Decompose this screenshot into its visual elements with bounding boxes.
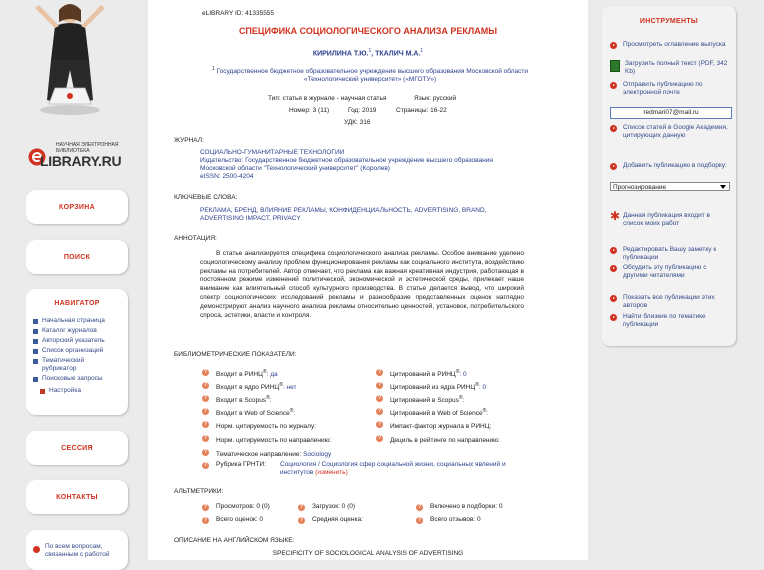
- bullet-icon: [33, 349, 38, 354]
- metric-label: Импакт-фактор журнала в РИНЦ:: [390, 423, 492, 431]
- support-hint-text: По всем вопросам, связанным с работой: [45, 543, 110, 558]
- help-icon[interactable]: ?: [377, 395, 382, 401]
- keywords-header: КЛЮЧЕВЫЕ СЛОВА:: [174, 194, 238, 201]
- registered-mark: ®: [262, 369, 267, 375]
- metric-label: Норм. цитируемость по журналу:: [216, 423, 317, 431]
- contacts-button[interactable]: КОНТАКТЫ: [26, 480, 128, 514]
- tool-my-works[interactable]: ✱ Данная публикация входит в список моих работ: [610, 209, 710, 227]
- collection-select[interactable]: Прогнозирование: [610, 182, 730, 191]
- registered-mark: ®: [455, 369, 460, 375]
- tool-author-publications[interactable]: Показать все публикации этих авторов: [610, 294, 731, 310]
- bibliometric-row: [216, 407, 295, 418]
- registered-mark: ®: [482, 408, 487, 414]
- info-icon: [33, 546, 40, 553]
- help-icon[interactable]: ?: [203, 517, 208, 523]
- affiliation-text: Государственное бюджетное образовательное учреждение высшего образования Московской области «Технологический университет» («МГОТУ»): [216, 68, 528, 84]
- affiliation: [210, 65, 530, 84]
- search-button[interactable]: ПОИСК: [26, 240, 128, 274]
- arrow-circle-icon: [610, 82, 617, 89]
- article-main: [148, 0, 588, 560]
- english-header: ОПИСАНИЕ НА АНГЛИЙСКОМ ЯЗЫКЕ:: [174, 537, 295, 544]
- registered-mark: ®: [289, 408, 294, 414]
- bibliometric-row: [390, 420, 491, 431]
- year-label: Год: 2019: [348, 107, 377, 114]
- udk-label: УДК: 316: [344, 119, 371, 126]
- grnti-value: [280, 461, 530, 477]
- keywords[interactable]: РЕКЛАМА, БРЕНД, ВЛИЯНИЕ РЕКЛАМЫ, КОНФИДЕНЦИАЛЬНОСТЬ, ADVERTISING, BRAND, ADVERTISING IMPACT, PRIVACY: [200, 207, 487, 222]
- settings-bullet-icon: [40, 389, 45, 394]
- type-label: Тип: статья в журнале - научная статья: [268, 95, 387, 102]
- registered-mark: ®: [475, 382, 479, 388]
- journal-name[interactable]: СОЦИАЛЬНО-ГУМАНИТАРНЫЕ ТЕХНОЛОГИИ: [200, 149, 345, 156]
- arrow-circle-icon: [610, 314, 617, 321]
- metric-label: Цитирований в Web of Science: [390, 410, 483, 418]
- altmetric-item: Средняя оценка:: [312, 516, 363, 523]
- help-icon[interactable]: ?: [203, 504, 208, 510]
- nav-item-authors[interactable]: Авторский указатель: [33, 337, 128, 345]
- bibliometric-row: [216, 434, 331, 445]
- help-icon[interactable]: ?: [299, 517, 304, 523]
- metric-label: Дециль в рейтинге по направлению:: [390, 437, 500, 445]
- help-icon[interactable]: ?: [377, 408, 382, 414]
- bibliometric-row: [216, 420, 316, 431]
- tool-download-pdf[interactable]: Загрузить полный текст (PDF, 342 Kb): [610, 60, 733, 76]
- nav-item-organizations[interactable]: Список организаций: [33, 347, 128, 355]
- logo-text: LIBRARY.RU: [40, 153, 122, 169]
- bibliometrics-header: БИБЛИОМЕТРИЧЕСКИЕ ПОКАЗАТЕЛИ:: [174, 351, 297, 358]
- elibrary-id: eLIBRARY ID: 41335555: [202, 10, 275, 17]
- arrow-circle-icon: [610, 42, 617, 49]
- asterisk-icon: ✱: [610, 209, 621, 223]
- pdf-icon: [610, 60, 620, 72]
- help-icon[interactable]: ?: [417, 504, 422, 510]
- bullet-icon: [33, 329, 38, 334]
- metric-value[interactable]: : нет: [282, 384, 297, 392]
- help-icon[interactable]: ?: [203, 395, 208, 401]
- tool-similar-publications[interactable]: Найти близкие по тематике публикации: [610, 313, 731, 329]
- arrow-circle-icon: [610, 265, 617, 272]
- metric-value[interactable]: : 0: [459, 371, 467, 379]
- author-separator: ,: [371, 50, 376, 58]
- bibliometric-row: [390, 407, 488, 418]
- cart-button[interactable]: КОРЗИНА: [26, 190, 128, 224]
- session-button[interactable]: СЕССИЯ: [26, 431, 128, 465]
- bibliometric-row: [390, 368, 467, 379]
- registered-mark: ®: [458, 395, 463, 401]
- bibliometric-row: [390, 381, 486, 392]
- help-icon[interactable]: ?: [203, 382, 208, 388]
- language-label: Язык: русский: [414, 95, 457, 102]
- metric-value[interactable]: :: [269, 397, 272, 405]
- help-icon[interactable]: ?: [203, 408, 208, 414]
- metric-value[interactable]: : да: [266, 371, 278, 379]
- bibliometric-row: [216, 448, 331, 459]
- altmetrics-header: АЛЬТМЕТРИКИ:: [174, 488, 224, 495]
- metric-label: Входит в Scopus: [216, 397, 267, 405]
- tool-discuss[interactable]: Обсудить эту публикацию с другими читателями: [610, 264, 731, 280]
- tool-google-scholar[interactable]: Список статей в Google Академия, цитирующих данную: [610, 124, 731, 140]
- left-column: [0, 0, 135, 560]
- arrow-circle-icon: [610, 295, 617, 302]
- help-icon[interactable]: ?: [203, 449, 208, 455]
- abstract-header: АННОТАЦИЯ:: [174, 235, 217, 242]
- help-icon[interactable]: ?: [377, 421, 382, 427]
- bullet-icon: [33, 377, 38, 382]
- journal-publisher[interactable]: Издательство: Государственное бюджетное образовательное учреждение высшего образования Московской области "Технологический университет" (Королев): [200, 157, 493, 172]
- metric-value[interactable]: :: [462, 397, 465, 405]
- english-title: SPECIFICITY OF SOCIOLOGICAL ANALYSIS OF ADVERTISING: [272, 550, 464, 557]
- help-icon[interactable]: ?: [203, 435, 208, 441]
- nav-item-home[interactable]: Начальная страница: [33, 317, 128, 325]
- help-icon[interactable]: ?: [203, 369, 208, 375]
- metric-value[interactable]: :: [293, 410, 296, 418]
- bibliometric-row: [216, 368, 278, 379]
- registered-mark: ®: [279, 382, 283, 388]
- help-icon[interactable]: ?: [299, 504, 304, 510]
- help-icon[interactable]: ?: [377, 369, 382, 375]
- metric-label: Цитирований из ядра РИНЦ: [390, 384, 476, 392]
- abstract-text: В статье анализируется специфика социологического анализа рекламы. Особое внимание уделено социологическому анализу проблем функционирования рекламы как социального института, воздействию рекламы на потребителей. Автор отмечает, что реклама как важная креативная индустрия, работающая в постоянном режиме изменений политической, экономической и эстетической среды, прилекает наше внимание как влиятельный способ культурного производства. В статье делается вывод, что широкий спектр социологических исследований рекламы и разнообразие представленных оценок наглядно демонстрируют анализ научного анализа рекламы относительно ценностей, установок, потребительского спроса, эстетики, власти и контроля.: [200, 250, 524, 319]
- help-icon[interactable]: ?: [417, 517, 422, 523]
- registered-mark: ®: [266, 395, 270, 401]
- altmetric-item: Всего оценок: 0: [216, 516, 264, 523]
- bullet-icon: [33, 339, 38, 344]
- help-icon[interactable]: ?: [203, 421, 208, 427]
- bullet-icon: [33, 319, 38, 324]
- help-icon[interactable]: ?: [377, 382, 382, 388]
- author-aff-sup: 1: [368, 48, 372, 54]
- arrow-circle-icon: [610, 163, 617, 170]
- nav-item-journals[interactable]: Каталог журналов: [33, 327, 128, 335]
- help-icon[interactable]: ?: [377, 435, 382, 441]
- altmetric-item: Загрузок: 0 (0): [312, 503, 356, 510]
- journal-header: ЖУРНАЛ:: [174, 137, 204, 144]
- metric-label: Входит в Web of Science: [216, 410, 290, 418]
- altmetric-item: Включено в подборки: 0: [430, 503, 503, 510]
- metric-label: Норм. цитируемость по направлению:: [216, 437, 332, 445]
- arrow-circle-icon: [610, 125, 617, 132]
- metric-label: Тематическое направление:: [216, 451, 302, 459]
- author-tkalich[interactable]: ТКАЛИЧ М.А.: [375, 50, 421, 58]
- metric-label: Входит в ядро РИНЦ: [216, 384, 280, 392]
- pages-label: Страницы: 16-22: [396, 107, 447, 114]
- tools-panel: [602, 6, 736, 346]
- navigator-panel: [26, 289, 128, 415]
- bullet-icon: [33, 359, 38, 364]
- affiliation-sup: 1: [211, 66, 215, 72]
- elibrary-logo[interactable]: [28, 142, 128, 172]
- metric-label: Цитирований в РИНЦ: [390, 371, 456, 379]
- metric-label: Цитирований в Scopus: [390, 397, 459, 405]
- hero-person-laptop-image: [25, 0, 115, 118]
- navigator-title: НАВИГАТОР: [54, 300, 100, 307]
- grnti-label: Рубрика ГРНТИ:: [216, 461, 267, 468]
- bibliometric-row: [216, 381, 297, 392]
- grnti-change-link[interactable]: (изменить): [315, 469, 348, 476]
- tools-title: ИНСТРУМЕНТЫ: [639, 18, 699, 25]
- support-hint[interactable]: [26, 530, 128, 570]
- tool-add-to-collection[interactable]: Добавить публикацию в подборку:: [610, 162, 731, 170]
- bibliometric-row: [390, 434, 500, 445]
- issue-label: Номер: 3 (11): [289, 107, 330, 114]
- author-aff-sup: 1: [420, 48, 424, 54]
- arrow-circle-icon: [610, 247, 617, 254]
- metric-label: Входит в РИНЦ: [216, 371, 263, 379]
- grnti-value-text[interactable]: Социология / Социология сфер социальной жизни, социальных явлений и институтов: [280, 461, 506, 476]
- bibliometric-row: [216, 394, 272, 405]
- author-kirilina[interactable]: КИРИЛИНА Т.Ю.: [312, 50, 369, 58]
- altmetric-item: Всего отзывов: 0: [430, 516, 481, 523]
- metric-value[interactable]: :: [486, 410, 489, 418]
- altmetric-item: Просмотров: 0 (0): [216, 503, 270, 510]
- authors: [148, 48, 588, 57]
- tool-send-email[interactable]: Отправить публикацию по электронной почте: [610, 81, 731, 97]
- bibliometric-row: [390, 394, 464, 405]
- nav-item-queries[interactable]: Поисковые запросы: [33, 375, 128, 383]
- nav-item-settings[interactable]: Настройка: [40, 387, 128, 395]
- email-field[interactable]: redmari07@mail.ru: [610, 107, 732, 119]
- tool-view-contents[interactable]: Просмотреть оглавление выпуска: [610, 41, 731, 49]
- metric-value[interactable]: : 0: [478, 384, 487, 392]
- journal-eissn: eISSN: 2500-4204: [200, 173, 254, 180]
- logo-caption: НАУЧНАЯ ЭЛЕКТРОННАЯ БИБЛИОТЕКА: [56, 142, 119, 154]
- nav-item-rubricator[interactable]: Тематический рубрикатор: [33, 357, 128, 373]
- metric-value[interactable]: Sociology: [301, 451, 332, 459]
- dropdown-arrow-icon: [720, 185, 726, 189]
- help-icon[interactable]: ?: [203, 462, 208, 468]
- tool-edit-note[interactable]: Редактировать Вашу заметку к публикации: [610, 246, 731, 262]
- article-title: СПЕЦИФИКА СОЦИОЛОГИЧЕСКОГО АНАЛИЗА РЕКЛАМЫ: [238, 26, 498, 36]
